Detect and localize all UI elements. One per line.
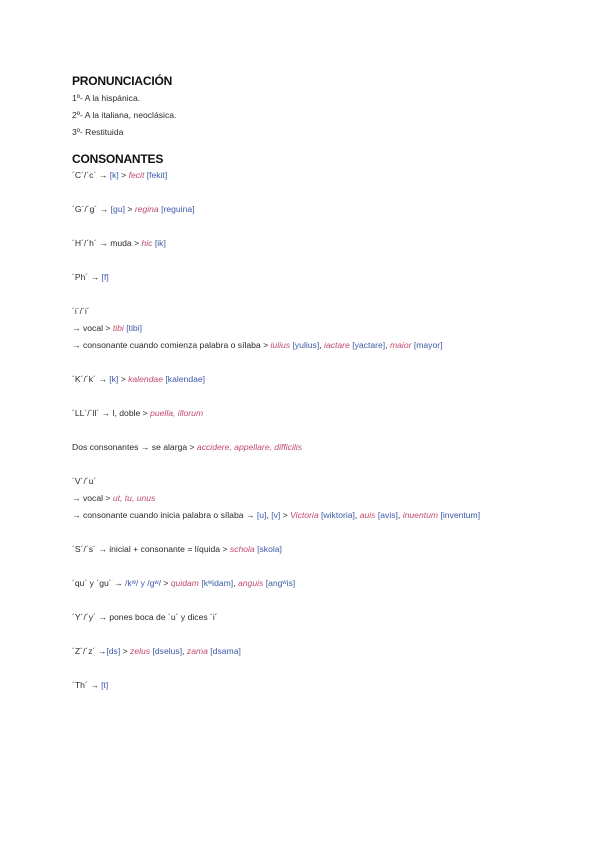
rule-h: ´H´/´h´ → muda > hic [ik] bbox=[72, 238, 166, 248]
latin-word: kalendae bbox=[128, 374, 163, 384]
rule-dos-consonantes: Dos consonantes → se alarga > accidere, appellare, difficilis bbox=[72, 442, 303, 452]
rule-z: ´Z´/´z´ →[ds] > zelus [dselus], zama [dsama] bbox=[72, 646, 241, 656]
rule-g: ´G´/´g´ → [gu] > regina [reguina] bbox=[72, 204, 195, 214]
rule-c: ´C´/´c´ → [k] > fecit [fekit] bbox=[72, 170, 168, 180]
rule-th: ´Th´ → [t] bbox=[72, 680, 109, 690]
rule-i-vocal: → vocal > tibi [tibi] bbox=[72, 323, 142, 333]
rule-i-consonante: → consonante cuando comienza palabra o sílaba > iulius [yulius], iactare [yactare], maior [mayor] bbox=[72, 340, 443, 350]
latin-word: regina bbox=[134, 204, 159, 214]
rule-v-vocal: → vocal > ut, tu, unus bbox=[72, 493, 156, 503]
rule-y: ´Y´/´y´ → pones boca de ´u´ y dices ´i´ bbox=[72, 612, 218, 622]
phonetic: [f] bbox=[101, 272, 109, 282]
rule-i-heading: ´i´/´i´ bbox=[72, 306, 90, 316]
rule-k: ´K´/´k´ → [k] > kalendae [kalendae] bbox=[72, 374, 206, 384]
document-page bbox=[72, 72, 542, 694]
rule-ll: ´LL´/´ll´ → l, doble > puella, illorum bbox=[72, 408, 204, 418]
pron-item-2: 2º- A la italiana, neoclásica. bbox=[72, 110, 177, 120]
rule-qu-gu: ´qu´ y ´gu´ → /kʷ/ y /gʷ/ > quidam [kʷidam], anguis [angʷis] bbox=[72, 578, 296, 588]
pron-item-1: 1º- A la hispánica. bbox=[72, 93, 141, 103]
latin-word: puella, illorum bbox=[150, 408, 204, 418]
consonantes-heading: CONSONANTES bbox=[72, 152, 164, 166]
latin-word: accidere, appellare, difficilis bbox=[196, 442, 303, 452]
rule-ph: ´Ph´ → [f] bbox=[72, 272, 109, 282]
rule-v-consonante: → consonante cuando inicia palabra o sílaba → [u], [v] > Victoria [wiktoria], auis [avis], inuentum [inventum] bbox=[72, 510, 481, 520]
pronunciacion-heading: PRONUNCIACIÓN bbox=[72, 74, 173, 88]
phonetic: [reguina] bbox=[161, 204, 195, 214]
phonetic: [kalendae] bbox=[165, 374, 206, 384]
phonetic: [t] bbox=[101, 680, 109, 690]
rule-s: ´S´/´s´ → inicial + consonante = líquida > schola [skola] bbox=[72, 544, 282, 554]
pron-item-3: 3º- Restituida bbox=[72, 127, 124, 137]
phonetic: [skola] bbox=[257, 544, 282, 554]
latin-word: schola bbox=[229, 544, 255, 554]
latin-word: hic bbox=[141, 238, 153, 248]
latin-word: fecit bbox=[128, 170, 145, 180]
phonetic: [fekit] bbox=[146, 170, 168, 180]
rule-v-heading: ´V´/´u´ bbox=[72, 476, 97, 486]
phonetic: [ik] bbox=[154, 238, 166, 248]
